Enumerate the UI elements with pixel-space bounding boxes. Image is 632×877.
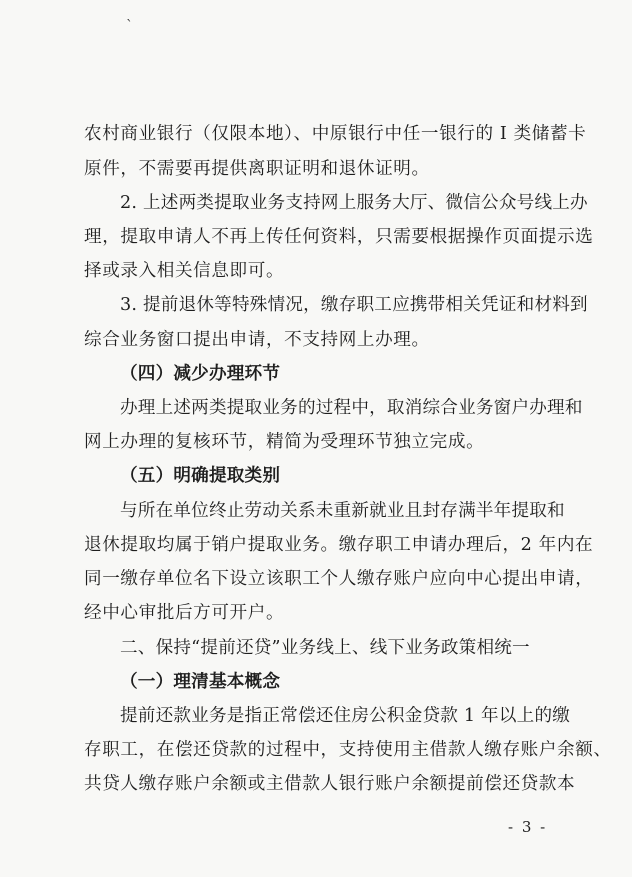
section-heading: （四）减少办理环节: [120, 363, 281, 384]
body-line: 理，提取申请人不再上传任何资料，只需要根据操作页面提示选: [84, 227, 594, 247]
body-line: 择或录入相关信息即可。: [84, 261, 285, 281]
body-line: 办理上述两类提取业务的过程中，取消综合业务窗户办理和: [120, 398, 583, 418]
body-line: 2. 上述两类提取业务支持网上服务大厅、微信公众号线上办: [120, 193, 588, 213]
body-line: 网上办理的复核环节，精简为受理环节独立完成。: [84, 432, 485, 452]
body-line: 退休提取均属于销户提取业务。缴存职工申请办理后，2 年内在: [84, 535, 594, 555]
section-heading: （五）明确提取类别: [120, 465, 281, 486]
body-line: 同一缴存单位名下设立该职工个人缴存账户应向中心提出申请，: [84, 569, 594, 589]
body-line: 共贷人缴存账户余额或主借款人银行账户余额提前偿还贷款本: [84, 774, 576, 794]
scan-mark: ˋ: [126, 18, 133, 34]
body-line: 3. 提前退休等特殊情况，缴存职工应携带相关凭证和材料到: [120, 295, 588, 315]
body-line: 综合业务窗口提出申请，不支持网上办理。: [84, 330, 430, 350]
body-line: 与所在单位终止劳动关系未重新就业且封存满半年提取和: [120, 501, 565, 521]
body-line: 存职工，在偿还贷款的过程中，支持使用主借款人缴存账户余额、: [84, 740, 612, 760]
chapter-heading: 二、保持“提前还贷”业务线上、线下业务政策相统一: [120, 638, 530, 658]
page-number: - 3 -: [508, 818, 548, 836]
section-heading: （一）理清基本概念: [120, 671, 281, 692]
body-line: 提前还款业务是指正常偿还住房公积金贷款 1 年以上的缴: [120, 706, 571, 726]
body-line: 经中心审批后方可开户。: [84, 603, 285, 623]
body-line: 原件，不需要再提供离职证明和退休证明。: [84, 159, 430, 179]
body-line: 农村商业银行（仅限本地）、中原银行中任一银行的 I 类储蓄卡: [84, 124, 587, 144]
